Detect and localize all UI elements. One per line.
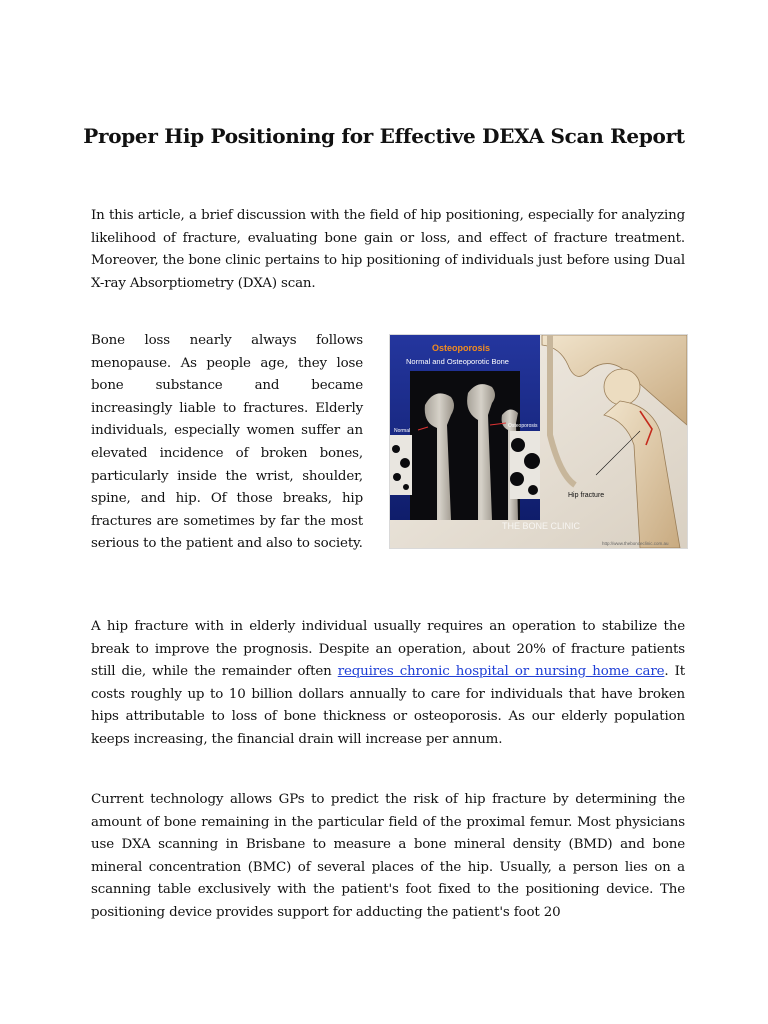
figure-heading: Osteoporosis [432,343,491,353]
normal-bone-microstructure-icon [390,435,412,495]
figure-url: http://www.thebonceclinic.com.au [602,541,669,546]
label-hip-fracture: Hip fracture [568,492,605,499]
osteoporosis-hip-fracture-illustration [389,334,688,549]
hospital-care-link[interactable]: requires chronic hospital or nursing home care [337,664,665,680]
osteoporotic-bone-microstructure-icon [510,431,540,499]
technology-paragraph: Current technology allows GPs to predict the risk of hip fracture by determining the amount of bone remaining in the particular field of the proximal femur. Most physicians use DXA scanning in Brisbane to measure a bone mineral density (BMD) and bone mineral concentration (BMC) of several places of the hip. Usually, a person lies on a scanning table exclusively with the patient's foot fixed to the positioning device. The positioning device provides support for adducting the patient's foot 20 [91,792,685,920]
label-normal: Normal [394,428,411,434]
page-title: Proper Hip Positioning for Effective DEXA Scan Report [83,124,685,148]
bone-loss-paragraph: Bone loss nearly always follows menopause. As people age, they lose bone substance and became increasingly liable to fractures. Elderly individuals, especially women suffer an elevated incidence of broken bones, particularly inside the wrist, shoulder, spine, and hip. Of those breaks, hip fractures are sometimes by far the most serious to the patient and also to society. [91,333,363,552]
label-osteoporosis: Osteoporosis [508,423,538,429]
hip-fracture-paragraph [91,616,685,752]
figure-watermark: THE BONE CLINIC [502,521,581,531]
paragraph3-text-before: A hip fracture with in elderly individual usually requires an operation to stabilize the break to improve the prognosis. Despite an operation, about 20% of fracture patients still die, while the remainder often [91,619,685,680]
intro-paragraph: In this article, a brief discussion with the field of hip positioning, especially for analyzing likelihood of fracture, evaluating bone gain or loss, and effect of fracture treatment. Moreover, the bone clinic pertains to hip positioning of individuals just before using Dual X-ray Absorptiometry (DXA) scan. [91,208,685,291]
figure-subheading: Normal and Osteoporotic Bone [406,357,509,366]
paragraph3-text-after: . It costs roughly up to 10 billion dollars annually to care for individuals that have broken hips attributable to loss of bone thickness or osteoporosis. As our elderly population keeps increasing, the financial drain will increase per annum. [91,664,685,747]
